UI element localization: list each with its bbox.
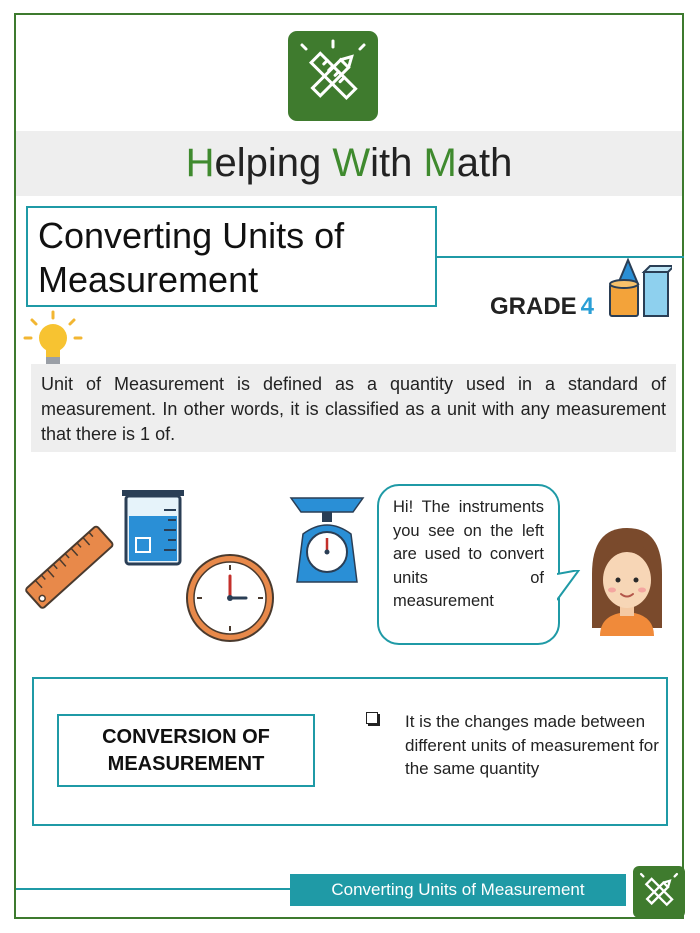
grade-number: 4: [580, 293, 595, 320]
checkbox-bullet-icon: [366, 712, 378, 724]
worksheet-title-line1: Converting Units of: [38, 215, 345, 256]
site-title-part: ith: [370, 141, 424, 185]
shapes-icon: [608, 258, 672, 325]
scale-icon: [289, 494, 365, 589]
conversion-description: It is the changes made between different units of measurement for the same quantity: [405, 712, 659, 778]
beaker-icon: [120, 488, 186, 571]
worksheet-title: [26, 206, 437, 307]
footer-pencil-ruler-icon: [633, 866, 685, 918]
grade-badge: [490, 293, 594, 321]
conversion-label: [57, 714, 315, 787]
site-title-w: W: [332, 141, 371, 185]
pencil-ruler-icon: [288, 31, 378, 121]
grade-label: GRADE: [490, 293, 577, 320]
footer-divider: [16, 888, 296, 890]
site-title-part: ath: [456, 141, 513, 185]
girl-avatar: [584, 524, 670, 645]
speech-bubble: Hi! The instruments you see on the left are used to convert units of measurement: [377, 484, 560, 645]
site-title-banner: [16, 131, 682, 196]
clock-icon: [184, 552, 276, 649]
site-title-h: H: [185, 141, 215, 185]
site-title-m: M: [423, 141, 457, 185]
ruler-icon: [20, 520, 120, 621]
conversion-label-line2: MEASUREMENT: [107, 752, 265, 775]
conversion-label-line1: CONVERSION OF: [102, 725, 270, 748]
site-title-part: elping: [214, 141, 333, 185]
worksheet-title-line2: Measurement: [38, 259, 259, 300]
definition-text: Unit of Measurement is defined as a quantity used in a standard of measurement. In other words, it is classified as a unit with any measurement that there is 1 of.: [31, 364, 676, 452]
speech-bubble-tail: [557, 570, 583, 611]
footer-title: Converting Units of Measurement: [290, 874, 626, 906]
